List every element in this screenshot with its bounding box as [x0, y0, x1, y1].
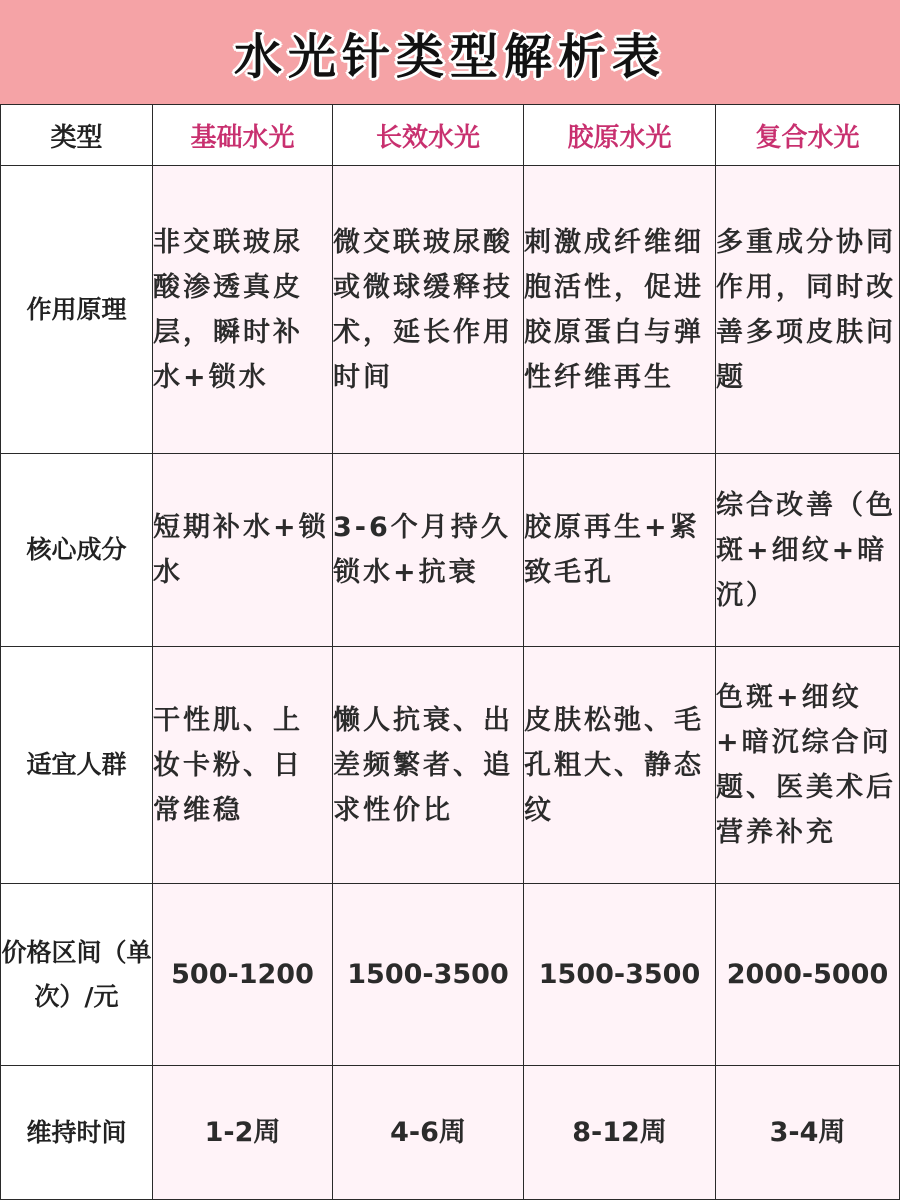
- cell-crowd-long-acting: 懒人抗衰、出差频繁者、追求性价比: [333, 647, 524, 884]
- table-row-principle: [1, 166, 900, 454]
- cell-price-compound: 2000-5000: [716, 884, 900, 1066]
- cell-duration-collagen: 8-12周: [524, 1066, 716, 1200]
- cell-principle-basic: 非交联玻尿酸渗透真皮层，瞬时补水+锁水: [153, 166, 333, 454]
- cell-duration-basic: 1-2周: [153, 1066, 333, 1200]
- table-row-ingredient: [1, 454, 900, 647]
- type-header-collagen: 胶原水光: [524, 105, 716, 166]
- cell-ingredient-long-acting: 3-6个月持久锁水+抗衰: [333, 454, 524, 647]
- corner-label: 类型: [1, 105, 153, 166]
- type-header-long-acting: 长效水光: [333, 105, 524, 166]
- table-row-price: [1, 884, 900, 1066]
- table-row-crowd: [1, 647, 900, 884]
- cell-price-long-acting: 1500-3500: [333, 884, 524, 1066]
- cell-duration-long-acting: 4-6周: [333, 1066, 524, 1200]
- cell-principle-long-acting: 微交联玻尿酸或微球缓释技术，延长作用时间: [333, 166, 524, 454]
- cell-duration-compound: 3-4周: [716, 1066, 900, 1200]
- cell-ingredient-compound: 综合改善（色斑+细纹+暗沉）: [716, 454, 900, 647]
- cell-ingredient-basic: 短期补水+锁水: [153, 454, 333, 647]
- type-header-compound: 复合水光: [716, 105, 900, 166]
- cell-ingredient-collagen: 胶原再生+紧致毛孔: [524, 454, 716, 647]
- page-title: 水光针类型解析表: [233, 28, 666, 85]
- row-label-crowd: 适宜人群: [1, 647, 153, 884]
- table-header-row: [1, 105, 900, 166]
- cell-price-collagen: 1500-3500: [524, 884, 716, 1066]
- cell-principle-compound: 多重成分协同作用，同时改善多项皮肤问题: [716, 166, 900, 454]
- cell-crowd-collagen: 皮肤松弛、毛孔粗大、静态纹: [524, 647, 716, 884]
- row-label-price: 价格区间（单次）/元: [1, 884, 153, 1066]
- comparison-table: [0, 104, 900, 1200]
- title-banner: [0, 0, 900, 104]
- row-label-principle: 作用原理: [1, 166, 153, 454]
- row-label-duration: 维持时间: [1, 1066, 153, 1200]
- row-label-ingredient: 核心成分: [1, 454, 153, 647]
- cell-principle-collagen: 刺激成纤维细胞活性，促进胶原蛋白与弹性纤维再生: [524, 166, 716, 454]
- table-row-duration: [1, 1066, 900, 1200]
- cell-price-basic: 500-1200: [153, 884, 333, 1066]
- type-header-basic: 基础水光: [153, 105, 333, 166]
- cell-crowd-basic: 干性肌、上妆卡粉、日常维稳: [153, 647, 333, 884]
- cell-crowd-compound: 色斑+细纹+暗沉综合问题、医美术后营养补充: [716, 647, 900, 884]
